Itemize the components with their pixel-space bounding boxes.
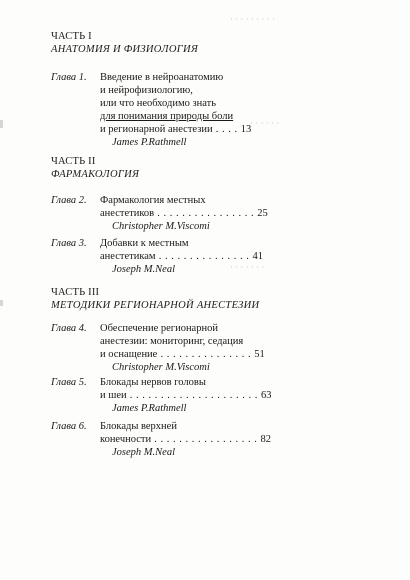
chapter-title-text: анестетикам [100,251,156,262]
chapter-title-last-line [100,250,292,263]
chapter-title-text: и регионарной анестезии [100,124,213,135]
leader-dots: . . . . . . . . . . . . . . . . . [151,434,261,445]
chapter-label: Глава 1. [51,72,87,83]
chapter-author: James P.Rathmell [112,137,187,148]
chapter-body [100,376,292,415]
part-number: ЧАСТЬ I [51,31,92,42]
chapter-label: Глава 2. [51,195,87,206]
chapter-title-line: Фармакология местных [100,195,206,206]
chapter-body [100,194,292,233]
page-number: 82 [260,434,271,445]
chapter-title-line: Обеспечение регионарной [100,323,218,334]
part-heading [51,286,259,312]
part-number: ЧАСТЬ II [51,156,96,167]
chapter-author: Christopher M.Viscomi [112,221,210,232]
chapter-label: Глава 5. [51,377,87,388]
part-heading [51,155,139,181]
page-number: 25 [257,208,268,219]
chapter-title-line: Блокады нервов головы [100,377,206,388]
part-number: ЧАСТЬ III [51,287,100,298]
chapter-body [100,237,292,276]
leader-dots: . . . . . . . . . . . . . . . [157,349,255,360]
page-edge-mark [0,120,3,128]
chapter-title-last-line [100,123,292,136]
chapter-title-line: Добавки к местным [100,238,189,249]
chapter-body [100,420,292,459]
chapter-title-text: и шеи [100,390,127,401]
leader-dots: . . . . . . . . . . . . . . . . . . . . . [126,390,261,401]
bleed-through-text: · · · · · · · · · [230,14,275,24]
bleed-through-text: · · · · · · · [230,262,265,272]
page-number: 51 [254,349,265,360]
page-edge-mark [0,300,3,306]
chapter-label: Глава 4. [51,323,87,334]
chapter-author: Christopher M.Viscomi [112,362,210,373]
chapter-title-last-line [100,348,292,361]
bleed-through-text: · · · · · · [250,118,280,128]
chapter-label: Глава 6. [51,421,87,432]
part-title: ФАРМАКОЛОГИЯ [51,169,140,180]
leader-dots: . . . . [212,124,241,135]
chapter-title-last-line [100,389,292,402]
leader-dots: . . . . . . . . . . . . . . . [155,251,253,262]
chapter-title-text: и оснащение [100,349,158,360]
chapter-author: Joseph M.Neal [112,447,175,458]
leader-dots: . . . . . . . . . . . . . . . . [154,208,258,219]
part-title: МЕТОДИКИ РЕГИОНАРНОЙ АНЕСТЕЗИИ [51,300,260,311]
chapter-title-line: Введение в нейроанатомию [100,72,224,83]
page-number: 63 [260,390,272,401]
chapter-title-line: или что необходимо знать [100,98,216,109]
chapter-title-line: для понимания природы боли [100,111,234,122]
chapter-title-line: анестезии: мониторинг, седация [100,336,244,347]
page-number: 13 [240,124,252,135]
chapter-body [100,322,292,374]
chapter-author: James P.Rathmell [112,403,187,414]
chapter-title-line: Блокады верхней [100,421,177,432]
chapter-author: Joseph M.Neal [112,264,175,275]
chapter-title-text: конечности [100,434,152,445]
chapter-title-last-line [100,207,292,220]
chapter-label: Глава 3. [51,238,87,249]
part-title: АНАТОМИЯ И ФИЗИОЛОГИЯ [51,44,199,55]
part-heading [51,30,198,56]
page-number: 41 [252,251,263,262]
chapter-title-line: и нейрофизиологию, [100,85,193,96]
chapter-title-text: анестетиков [100,208,155,219]
chapter-body [100,71,292,149]
chapter-title-last-line [100,433,292,446]
